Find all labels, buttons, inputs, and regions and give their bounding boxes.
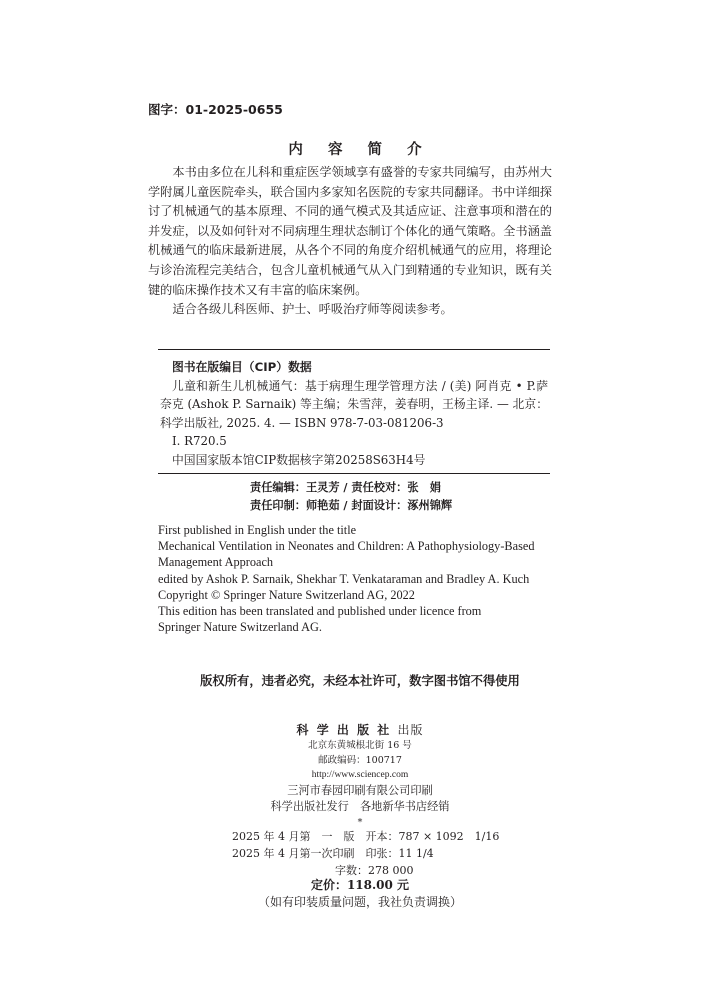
publisher-name: 科 学 出 版 社 [296,723,392,737]
english-line: First published in English under the title [158,523,357,537]
rights-notice: 版权所有，违者必究，未经本社许可，数字图书馆不得使用 [200,674,520,688]
editors-line-2: 责任印制：师艳茹 / 封面设计：涿州锦辉 [250,497,453,512]
cip-body: 儿童和新生儿机械通气：基于病理生理学管理方法 / (美) 阿肖克 • P.萨奈克 (Ashok P. Sarnaik) 等主编；朱雪萍，姜春明，王杨主译. — 北京：科学出版社, 2025. 4. — ISBN 978-7-03-081206-3 [160,378,548,430]
english-line: Mechanical Ventilation in Neonates and Children: A Pathophysiology-Based [158,539,535,554]
cip-heading: 图书在版编目（CIP）数据 [172,360,312,374]
editors-line-1: 责任编辑：王灵芳 / 责任校对：张 娟 [250,480,441,494]
specs-block [232,828,499,879]
cip-number: 中国国家版本馆CIP数据核字第20258S63H4号 [172,452,426,467]
english-line: This edition has been translated and published under licence from [158,604,482,619]
intro-paragraph-audience: 适合各级儿科医师、护士、呼吸治疗师等阅读参考。 [172,302,453,317]
english-line: Copyright © Springer Nature Switzerland AG, 2022 [158,587,415,602]
distribution: 科学出版社发行 各地新华书店经销 [270,800,450,813]
intro-text [148,163,552,320]
intro-title: 内 容 简 介 [288,141,432,158]
english-line: Management Approach [158,555,274,570]
publisher-address: 北京东黄城根北街 16 号 [308,740,412,751]
registration-number: 图字：01-2025-0655 [148,102,283,117]
cip-block [160,358,548,470]
publisher-block [0,722,720,830]
intro-paragraph-main: 本书由多位在儿科和重症医学领域享有盛誉的专家共同编写，由苏州大学附属儿童医院牵头，联合国内多家知名医院的专家共同翻译。书中详细探讨了机械通气的基本原理、不同的通气模式及其适应证、注意事项和潜在的并发症，以及如何针对不同病理生理状态制订个体化的通气策略。全书涵盖机械通气的临床最新进展，从各个不同的角度介绍机械通气的应用，将理论与诊治流程完美结合，包含儿童机械通气从入门到精通的专业知识，既有关键的临床操作技术又有丰富的临床案例。 [148,165,552,297]
cip-top-rule [158,349,550,350]
printer: 三河市春园印刷有限公司印刷 [287,783,433,797]
separator-asterisk: * [357,816,363,828]
english-line: edited by Ashok P. Sarnaik, Shekhar T. Venkataraman and Bradley A. Kuch [158,571,530,586]
publisher-website: http://www.sciencep.com [311,770,409,780]
price: 定价：118.00 元 [310,878,410,892]
printing-line: 2025 年 4 月第一次印刷 印张：11 1/4 [232,847,434,860]
english-line: Springer Nature Switzerland AG. [158,620,322,635]
english-credits [158,522,558,635]
publisher-postcode: 邮政编码：100717 [318,754,402,766]
publisher-chuban: 出版 [397,723,424,737]
editors-block [250,479,452,514]
quality-notice: （如有印装质量问题，我社负责调换） [257,895,462,909]
publisher-name-line [0,722,720,739]
cip-bottom-rule [158,473,550,474]
edition-line: 2025 年 4 月第 一 版 开本：787 × 1092 1/16 [232,830,500,843]
cip-classification: Ⅰ. R720.5 [172,434,227,449]
word-count: 字数：278 000 [335,864,414,877]
